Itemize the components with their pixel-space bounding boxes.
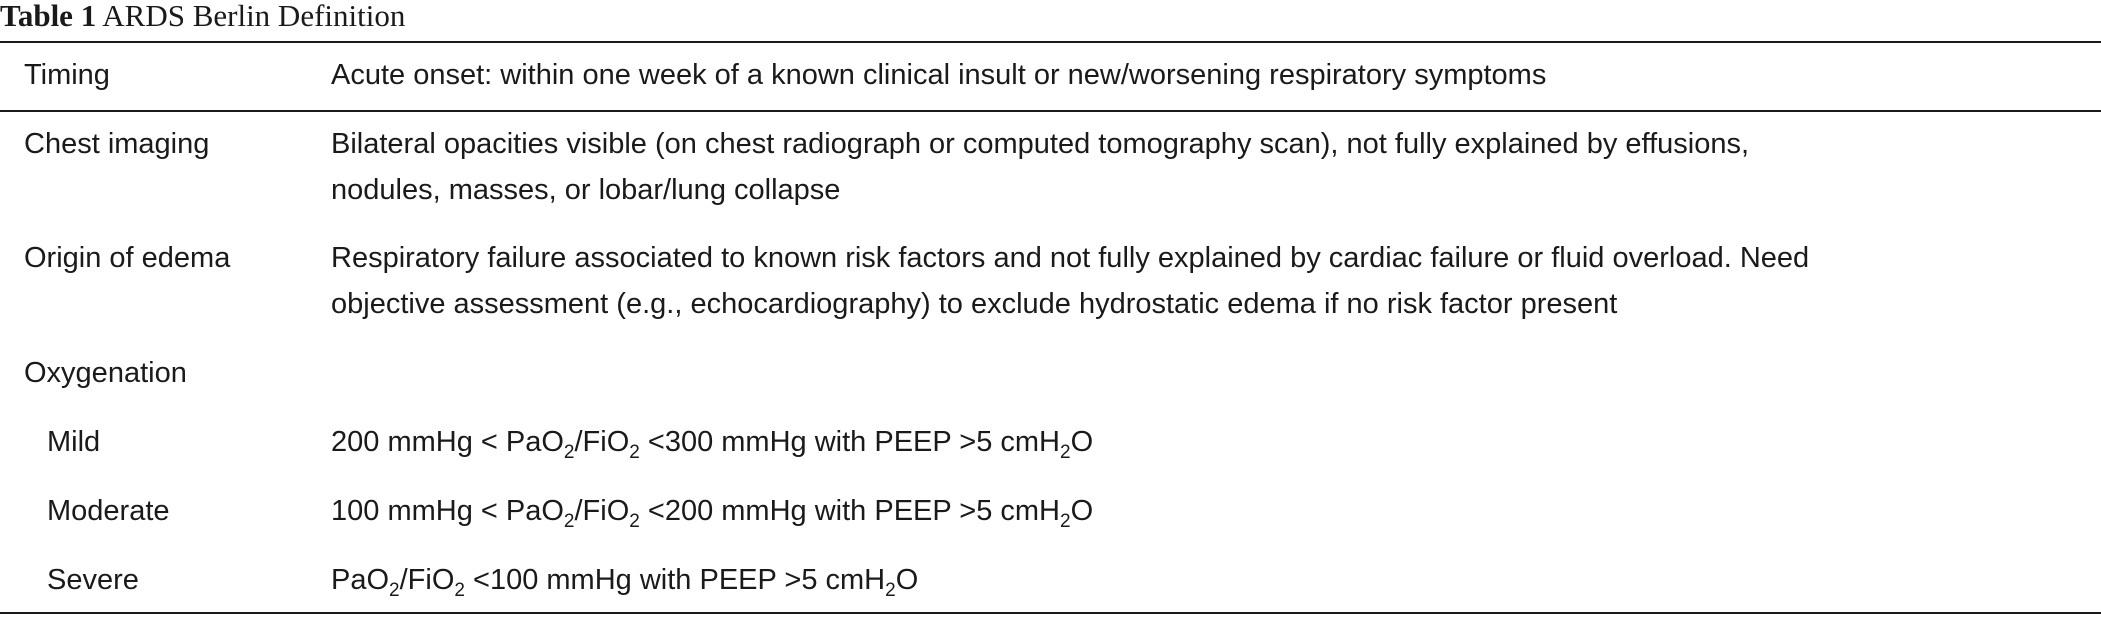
row-value-line: Respiratory failure associated to known risk factors and not fully explained by cardiac failure or fluid overload. Need xyxy=(331,242,1810,274)
row-label: Timing xyxy=(24,59,110,91)
subscript: 2 xyxy=(563,511,575,532)
table-title: ARDS Berlin Definition xyxy=(102,0,406,33)
table-caption xyxy=(0,0,405,40)
value-text: /FiO xyxy=(399,564,455,596)
row-value xyxy=(331,121,2071,213)
row-value xyxy=(331,488,2071,534)
row-label: Severe xyxy=(47,564,139,596)
value-text: /FiO xyxy=(574,495,630,527)
row-value-line: nodules, masses, or lobar/lung collapse xyxy=(331,174,841,206)
subscript: 2 xyxy=(1059,511,1071,532)
value-text: PaO xyxy=(331,564,390,596)
table-number: Table 1 xyxy=(0,0,97,33)
value-text: O xyxy=(895,564,919,596)
row-value-line: objective assessment (e.g., echocardiography) to exclude hydrostatic edema if no risk factor present xyxy=(331,288,1618,320)
row-value xyxy=(331,52,2071,98)
bottom-rule xyxy=(0,612,2101,614)
value-text: /FiO xyxy=(574,426,630,458)
row-label: Mild xyxy=(47,426,101,458)
subscript: 2 xyxy=(389,580,400,601)
row-label: Origin of edema xyxy=(24,242,231,274)
row-value xyxy=(331,557,2071,603)
row-label: Oxygenation xyxy=(24,357,187,389)
value-text: 200 mmHg < PaO xyxy=(331,426,564,458)
subscript: 2 xyxy=(563,442,575,463)
row-value xyxy=(331,235,2071,327)
value-text: <200 mmHg with PEEP >5 cmH xyxy=(639,495,1060,527)
row-label: Moderate xyxy=(47,495,170,527)
row-value-line xyxy=(331,419,2071,465)
subscript: 2 xyxy=(629,442,640,463)
value-text: O xyxy=(1070,426,1094,458)
row-label: Chest imaging xyxy=(24,128,210,160)
row-value xyxy=(331,419,2071,465)
value-text: <300 mmHg with PEEP >5 cmH xyxy=(639,426,1060,458)
subscript: 2 xyxy=(1059,442,1071,463)
row-value-line: Acute onset: within one week of a known clinical insult or new/worsening respiratory symptoms xyxy=(331,59,1547,91)
subscript: 2 xyxy=(885,580,896,601)
top-rule xyxy=(0,41,2101,43)
value-text: 100 mmHg < PaO xyxy=(331,495,564,527)
row-value-line xyxy=(331,557,2071,603)
subscript: 2 xyxy=(454,580,465,601)
value-text: <100 mmHg with PEEP >5 cmH xyxy=(464,564,886,596)
header-divider-rule xyxy=(0,110,2101,112)
subscript: 2 xyxy=(629,511,640,532)
row-value-line: Bilateral opacities visible (on chest radiograph or computed tomography scan), not fully explained by effusions, xyxy=(331,128,1750,160)
row-value-line xyxy=(331,488,2071,534)
value-text: O xyxy=(1070,495,1094,527)
